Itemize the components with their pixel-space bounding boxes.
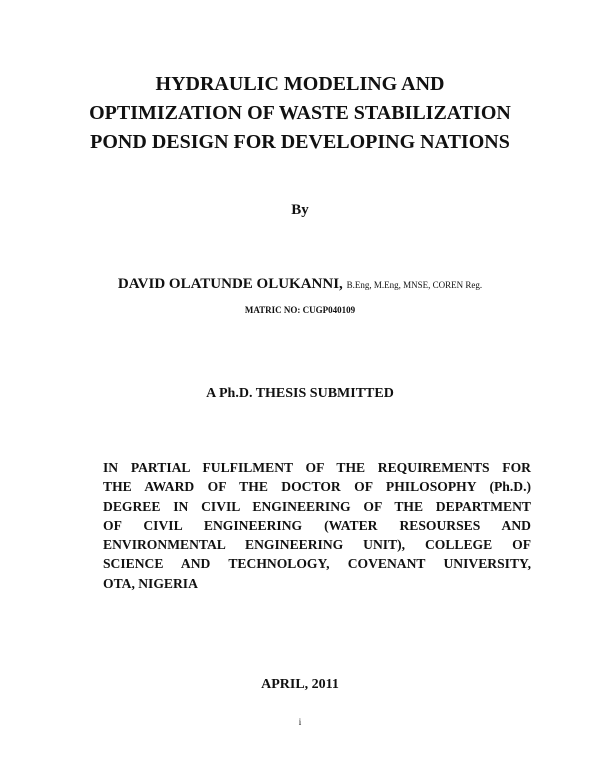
author-name: DAVID OLATUNDE OLUKANNI,: [117, 276, 343, 292]
statement-line: SCIENCE AND TECHNOLOGY, COVENANT UNIVERSITY,: [103, 556, 531, 572]
title-line: HYDRAULIC MODELING AND: [155, 73, 445, 95]
thesis-title: [60, 70, 540, 157]
statement-line: DEGREE IN CIVIL ENGINEERING OF THE DEPARTMENT: [103, 498, 531, 514]
title-line: OPTIMIZATION OF WASTE STABILIZATION: [89, 102, 511, 124]
submission-statement: [103, 458, 531, 593]
statement-line: IN PARTIAL FULFILMENT OF THE REQUIREMENTS FOR: [103, 460, 531, 475]
submission-date: APRIL, 2011: [261, 677, 339, 692]
title-line: POND DESIGN FOR DEVELOPING NATIONS: [90, 131, 510, 153]
author-credentials: B.Eng, M.Eng, MNSE, COREN Reg.: [346, 280, 483, 290]
thesis-submitted-label: A Ph.D. THESIS SUBMITTED: [206, 386, 394, 401]
statement-line: OF CIVIL ENGINEERING (WATER RESOURSES AND: [103, 517, 531, 533]
statement-line: ENVIRONMENTAL ENGINEERING UNIT), COLLEGE OF: [103, 537, 531, 553]
author-line: [0, 276, 600, 293]
by-label: By: [291, 202, 309, 218]
page-number: i: [298, 717, 302, 727]
statement-line: THE AWARD OF THE DOCTOR OF PHILOSOPHY (Ph.D.): [103, 479, 531, 495]
matric-number: MATRIC NO: CUGP040109: [244, 305, 356, 315]
statement-line: OTA, NIGERIA: [103, 575, 198, 591]
